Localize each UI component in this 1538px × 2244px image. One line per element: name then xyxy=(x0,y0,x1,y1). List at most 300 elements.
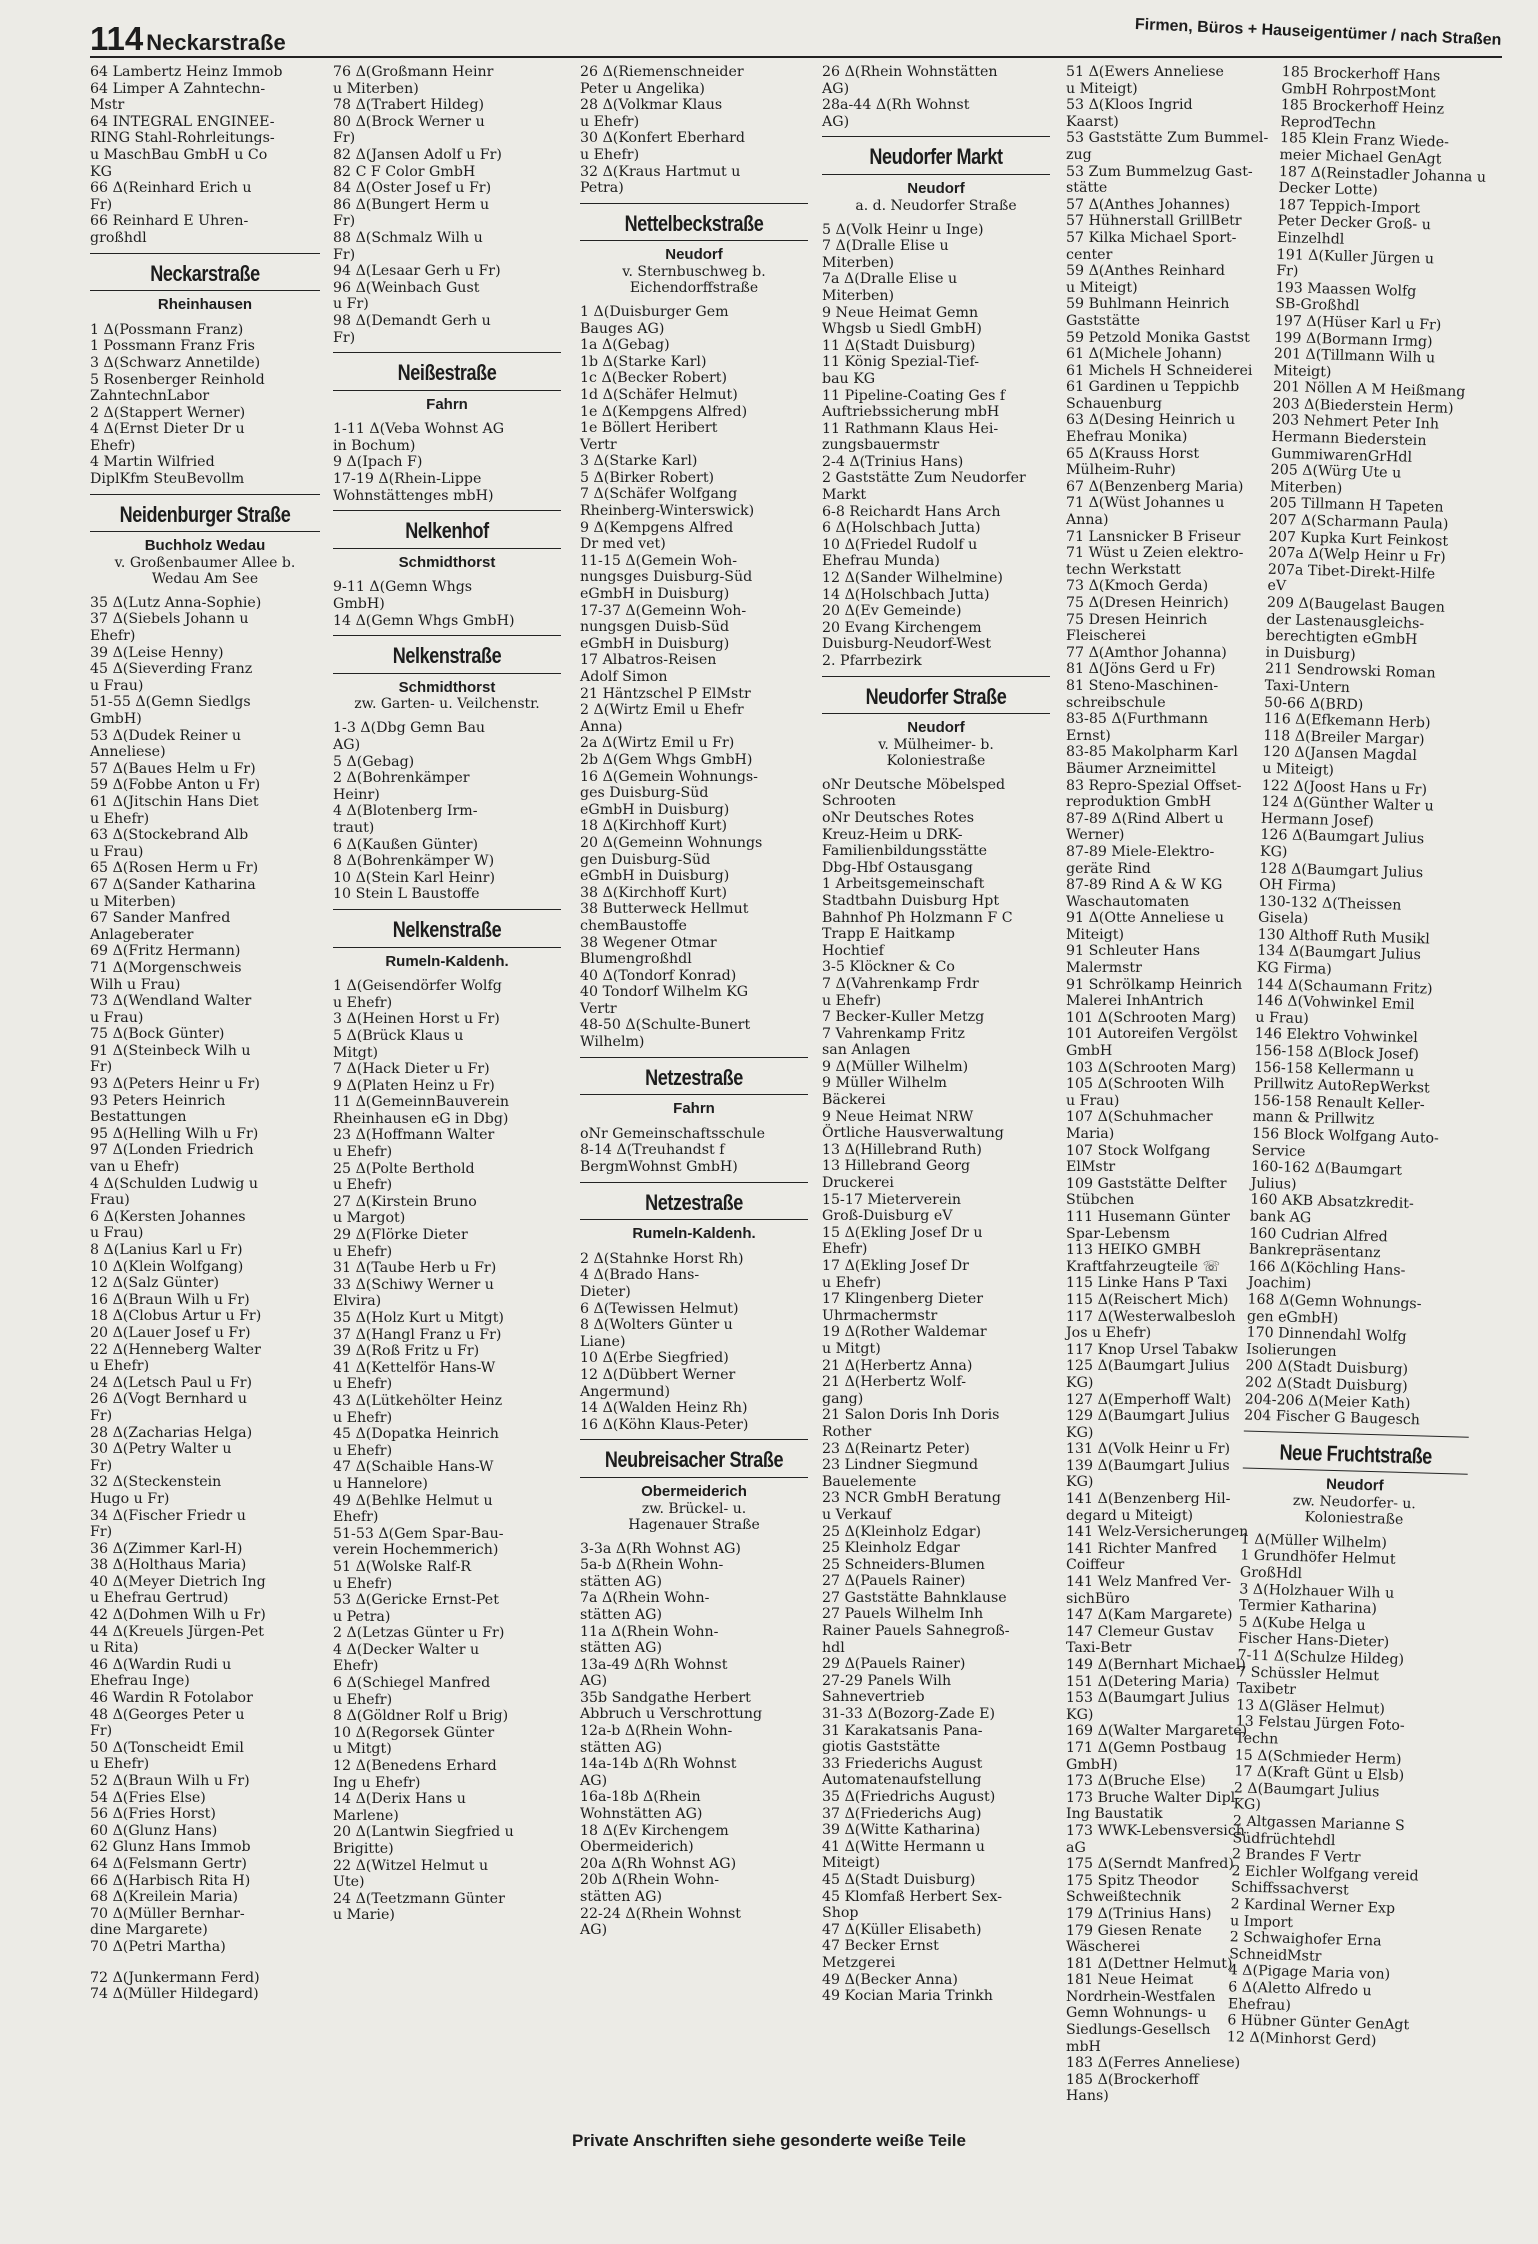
directory-entry: 17 Δ(Kraft Günt u Elsb) xyxy=(1234,1763,1405,1785)
directory-entry: 51-55 Δ(Gemn Siedlgs xyxy=(90,694,251,711)
directory-entry: 4 Δ(Decker Walter u xyxy=(333,1641,480,1658)
directory-entry: Fr) xyxy=(333,130,356,147)
directory-entry: Peter u Angelika) xyxy=(580,80,705,97)
directory-entry: 36 Δ(Zimmer Karl-H) xyxy=(90,1540,243,1557)
directory-entry: 175 Spitz Theodor xyxy=(1066,1872,1199,1889)
street-header xyxy=(580,1439,808,1532)
column-3 xyxy=(580,64,808,1939)
street-header xyxy=(333,635,561,712)
street-header xyxy=(580,1182,808,1243)
street-subrule xyxy=(90,290,320,291)
street-name: Nettelbeckstraße xyxy=(624,210,764,236)
street-rule xyxy=(822,136,1050,137)
directory-entry: san Anlagen xyxy=(822,1042,911,1059)
directory-entry: 49 Δ(Behlke Helmut u xyxy=(333,1492,493,1509)
directory-entry: Schiffssachverst xyxy=(1230,1879,1349,1899)
street-name: Nelkenhof xyxy=(405,518,489,544)
directory-entry: 27 Δ(Kirstein Bruno xyxy=(333,1193,477,1210)
directory-entry: 16 Δ(Gemein Wohnungs- xyxy=(580,768,758,785)
directory-entry: Südfrüchtehdl xyxy=(1232,1829,1336,1849)
directory-entry: 2 Δ(Baumgart Julius xyxy=(1233,1780,1380,1801)
directory-entry: 2 Altgassen Marianne S xyxy=(1232,1813,1405,1835)
directory-entry: Werner) xyxy=(1066,827,1125,844)
directory-entry: 24 Δ(Teetzmann Günter xyxy=(333,1890,505,1907)
directory-entry: 193 Maassen Wolfg xyxy=(1275,279,1417,300)
directory-entry: GummiwarenGrHdl xyxy=(1270,445,1413,466)
directory-entry: 13a-49 Δ(Rh Wohnst xyxy=(580,1656,728,1673)
directory-entry: Schrooten xyxy=(822,793,896,810)
directory-entry: 15 Δ(Ekling Josef Dr u xyxy=(822,1224,983,1241)
directory-entry: Miteigt) xyxy=(1273,362,1332,381)
district-name: Neudorf xyxy=(665,246,723,264)
directory-entry: 1c Δ(Becker Robert) xyxy=(580,370,728,387)
directory-entry: KG) xyxy=(1233,1796,1262,1814)
directory-entry: Stübchen xyxy=(1066,1192,1135,1209)
directory-entry: u Miteigt) xyxy=(1262,760,1335,779)
directory-entry: 48-50 Δ(Schulte-Bunert xyxy=(580,1017,751,1034)
directory-entry: 146 Elektro Vohwinkel xyxy=(1254,1026,1419,1047)
directory-entry: 87-89 Δ(Rind Albert u xyxy=(1066,810,1224,827)
directory-entry: 14 Δ(Gemn Whgs GmbH) xyxy=(333,612,515,629)
directory-entry: 44 Δ(Kreuels Jürgen-Pet xyxy=(90,1623,265,1640)
directory-entry: gen eGmbH) xyxy=(1246,1308,1339,1327)
directory-entry: 207a Tibet-Direkt-Hilfe xyxy=(1267,561,1436,583)
directory-entry: 185 Klein Franz Wiede- xyxy=(1279,130,1450,152)
directory-entry: 9 Müller Wilhelm xyxy=(822,1075,947,1092)
directory-entry: 202 Δ(Stadt Duisburg) xyxy=(1244,1374,1408,1395)
directory-entry: u Import xyxy=(1229,1912,1294,1931)
directory-entry: Peter Decker Groß- u xyxy=(1277,213,1432,234)
directory-entry: 175 Δ(Serndt Manfred) xyxy=(1066,1856,1234,1873)
directory-entry: Fr) xyxy=(90,1723,113,1740)
directory-entry: Elvira) xyxy=(333,1293,382,1310)
directory-entry: 181 Δ(Dettner Helmut) xyxy=(1066,1955,1233,1972)
directory-entry: u Marie) xyxy=(333,1907,395,1924)
directory-entry: 96 Δ(Weinbach Gust xyxy=(333,279,480,296)
directory-entry: 131 Δ(Volk Heinr u Fr) xyxy=(1066,1441,1231,1458)
directory-entry: Blumengroßhdl xyxy=(580,951,692,968)
directory-entry: zug xyxy=(1066,146,1092,163)
street-name: Netzestraße xyxy=(645,1189,743,1215)
street-rule xyxy=(580,1057,808,1058)
directory-entry: 61 Δ(Jitschin Hans Diet xyxy=(90,793,259,810)
directory-entry: 116 Δ(Efkemann Herb) xyxy=(1263,710,1431,732)
spacer xyxy=(90,1956,320,1970)
directory-entry: Fr) xyxy=(1275,263,1299,280)
directory-entry: 53 Δ(Kloos Ingrid xyxy=(1066,97,1193,114)
directory-entry: 113 HEIKO GMBH xyxy=(1066,1242,1201,1259)
street-rule xyxy=(333,510,561,511)
directory-entry: 29 Δ(Flörke Dieter xyxy=(333,1227,468,1244)
directory-entry: 11 Δ(Stadt Duisburg) xyxy=(822,337,976,354)
directory-entry: 141 Richter Manfred xyxy=(1066,1540,1217,1557)
directory-entry: 3 Δ(Holzhauer Wilh u xyxy=(1239,1581,1395,1602)
directory-entry: u Frau) xyxy=(90,677,144,694)
directory-entry: 25 Δ(Polte Berthold xyxy=(333,1160,475,1177)
directory-entry: 191 Δ(Kuller Jürgen u xyxy=(1276,246,1435,267)
street-range: v. Mülheimer- b. xyxy=(878,736,994,753)
directory-entry: 62 Glunz Hans Immob xyxy=(90,1839,251,1856)
directory-entry: 9 Δ(Platen Heinz u Fr) xyxy=(333,1077,495,1094)
directory-entry: Ing u Ehefr) xyxy=(333,1774,421,1791)
directory-entry: 124 Δ(Günther Walter u xyxy=(1261,793,1434,815)
directory-entry: 57 Δ(Baues Helm u Fr) xyxy=(90,760,256,777)
directory-entry: 179 Giesen Renate xyxy=(1066,1922,1202,1939)
directory-entry: traut) xyxy=(333,819,375,836)
directory-entry: Taxi-Betr xyxy=(1066,1640,1132,1657)
directory-entry: Wohnstätten AG) xyxy=(580,1806,703,1823)
directory-entry: u Frau) xyxy=(90,843,144,860)
directory-entry: Duisburg-Neudorf-West xyxy=(822,636,992,653)
directory-entry: 2 Δ(Wirtz Emil u Ehefr xyxy=(580,702,744,719)
directory-entry: 31-33 Δ(Bozorg-Zade E) xyxy=(822,1706,996,1723)
directory-entry: 11 Pipeline-Coating Ges f xyxy=(822,387,1006,404)
directory-entry: 18 Δ(Ev Kirchengem xyxy=(580,1822,729,1839)
directory-entry: 5 Rosenberger Reinhold xyxy=(90,371,265,388)
directory-entry: 33 Friederichs August xyxy=(822,1755,983,1772)
directory-entry: 75 Δ(Dresen Heinrich) xyxy=(1066,595,1229,611)
directory-entry: 204 Fischer G Baugesch xyxy=(1244,1407,1421,1429)
directory-entry: Dr med vet) xyxy=(580,536,666,553)
district-name: Rheinhausen xyxy=(157,296,253,314)
directory-entry: Familienbildungsstätte xyxy=(822,843,988,860)
directory-entry: 13 Felstau Jürgen Foto- xyxy=(1235,1713,1405,1735)
directory-entry: u Ehefr) xyxy=(822,1274,882,1291)
directory-entry: 7 Δ(Dralle Elise u xyxy=(822,238,949,255)
directory-entry: 30 Δ(Petry Walter u xyxy=(90,1441,232,1458)
directory-entry: reproduktion GmbH xyxy=(1066,794,1212,811)
directory-entry: bau KG xyxy=(822,370,876,387)
directory-entry: 27 Δ(Pauels Rainer) xyxy=(822,1573,966,1590)
directory-entry: 9 Δ(Ipach F) xyxy=(333,454,423,471)
directory-entry: 173 WWK-Lebensversich xyxy=(1066,1822,1245,1839)
directory-entry: 73 Δ(Wendland Walter xyxy=(90,993,252,1010)
directory-entry: 11a Δ(Rhein Wohn- xyxy=(580,1623,719,1640)
street-rule xyxy=(580,1439,808,1440)
directory-entry: 205 Tillmann H Tapeten xyxy=(1269,495,1444,517)
directory-entry: Isolierungen xyxy=(1245,1341,1337,1360)
directory-entry: 144 Δ(Schaumann Fritz) xyxy=(1256,976,1433,998)
directory-entry: 2 Gaststätte Zum Neudorfer xyxy=(822,470,1026,487)
directory-entry: 38 Butterweck Hellmut xyxy=(580,901,749,918)
page-number: 114 xyxy=(90,20,144,57)
directory-entry: u Ehefr) xyxy=(333,1409,393,1426)
street-range: Koloniestraße xyxy=(886,752,986,769)
directory-entry: 122 Δ(Joost Hans u Fr) xyxy=(1261,777,1428,798)
directory-entry: 7 Δ(Hack Dieter u Fr) xyxy=(333,1061,490,1078)
directory-entry: 139 Δ(Baumgart Julius xyxy=(1066,1457,1230,1474)
directory-entry: 10 Δ(Klein Wolfgang) xyxy=(90,1258,244,1275)
directory-entry: nungsges Duisburg-Süd xyxy=(580,569,753,586)
directory-entry: Joachim) xyxy=(1247,1274,1312,1293)
directory-entry: oNr Deutsches Rotes xyxy=(822,809,975,826)
directory-entry: in Duisburg) xyxy=(1265,644,1356,664)
street-name: Neudorfer Straße xyxy=(865,683,1007,709)
directory-entry: 1 Δ(Possmann Franz) xyxy=(90,321,244,338)
directory-entry: 2b Δ(Gem Whgs GmbH) xyxy=(580,751,753,768)
directory-entry: 1 Δ(Duisburger Gem xyxy=(580,303,729,320)
directory-entry: 1a Δ(Gebag) xyxy=(580,337,670,354)
directory-entry: u Petra) xyxy=(333,1608,391,1625)
directory-entry: 6-8 Reichardt Hans Arch xyxy=(822,503,1001,520)
directory-entry: 6 Δ(Kersten Johannes xyxy=(90,1208,246,1225)
directory-entry: 6 Δ(Aletto Alfredo u xyxy=(1228,1979,1372,2000)
directory-entry: 27 Pauels Wilhelm Inh xyxy=(822,1606,984,1623)
street-rule xyxy=(822,676,1050,677)
directory-entry: Anna) xyxy=(1066,512,1109,529)
directory-entry: Fr) xyxy=(333,213,356,230)
directory-entry: 153 Δ(Baumgart Julius xyxy=(1066,1690,1230,1707)
directory-entry: 6 Δ(Tewissen Helmut) xyxy=(580,1300,739,1317)
directory-entry: 65 Δ(Krauss Horst xyxy=(1066,445,1200,462)
directory-entry: 94 Δ(Lesaar Gerh u Fr) xyxy=(333,263,501,280)
directory-entry: 204-206 Δ(Meier Kath) xyxy=(1244,1390,1411,1412)
directory-entry: 2-4 Δ(Trinius Hans) xyxy=(822,453,964,470)
directory-entry: 71 Lansnicker B Friseur xyxy=(1066,528,1241,545)
street-name: Nelkenstraße xyxy=(392,916,502,942)
directory-entry: degard u Miteigt) xyxy=(1066,1507,1194,1524)
directory-entry: 20 Evang Kirchengem xyxy=(822,619,982,636)
directory-entry: 11 König Spezial-Tief- xyxy=(822,354,980,371)
directory-entry: 128 Δ(Baumgart Julius xyxy=(1259,860,1424,881)
directory-entry: 80 Δ(Brock Werner u xyxy=(333,113,485,130)
street-subrule xyxy=(333,548,561,549)
directory-entry: 118 Δ(Breiler Margar) xyxy=(1263,727,1425,748)
directory-entry: 173 Bruche Walter Dipl- xyxy=(1066,1789,1240,1806)
directory-entry: u Miteigt) xyxy=(1066,80,1138,97)
directory-entry: 91 Δ(Otte Anneliese u xyxy=(1066,910,1224,927)
directory-entry: 83-85 Makolpharm Karl xyxy=(1066,744,1238,761)
directory-entry: 51 Δ(Wolske Ralf-R xyxy=(333,1558,472,1575)
directory-entry: 56 Δ(Fries Horst) xyxy=(90,1806,216,1823)
directory-entry: Hochtief xyxy=(822,942,884,959)
directory-entry: 13 Hillebrand Georg xyxy=(822,1158,971,1175)
street-range: Koloniestraße xyxy=(1304,1509,1404,1528)
directory-entry: 1d Δ(Schäfer Helmut) xyxy=(580,386,738,403)
district-name: Fahrn xyxy=(673,1100,715,1118)
directory-entry: 37 Δ(Friederichs Aug) xyxy=(822,1805,982,1822)
street-range: Wedau Am See xyxy=(151,570,259,587)
directory-entry: Heinr) xyxy=(333,786,380,803)
district-name: Schmidthorst xyxy=(398,553,496,571)
directory-entry: 25 Δ(Kleinholz Edgar) xyxy=(822,1523,982,1540)
street-header xyxy=(90,494,320,587)
directory-entry: 40 Tondorf Wilhelm KG xyxy=(580,984,749,1001)
directory-entry: Druckerei xyxy=(822,1175,894,1192)
directory-entry: GroßHdl xyxy=(1239,1564,1303,1583)
directory-entry: 2 Δ(Bohrenkämper xyxy=(333,770,470,787)
directory-entry: 12a-b Δ(Rhein Wohn- xyxy=(580,1723,733,1740)
directory-entry: 59 Δ(Anthes Reinhard xyxy=(1066,263,1225,280)
street-range: zw. Brückel- u. xyxy=(641,1500,747,1517)
directory-entry: 10 Stein L Baustoffe xyxy=(333,886,480,903)
directory-entry: Hermann Biederstein xyxy=(1271,428,1427,450)
directory-entry: 2. Pfarrbezirk xyxy=(822,653,922,669)
directory-entry: 20 Δ(Ev Gemeinde) xyxy=(822,603,962,620)
directory-entry: 147 Δ(Kam Margarete) xyxy=(1066,1607,1233,1624)
directory-entry: Rainer Pauels Sahnegroß- xyxy=(822,1623,1010,1640)
directory-entry: 9 Neue Heimat Gemn xyxy=(822,304,979,321)
directory-entry: 16 Δ(Köhn Klaus-Peter) xyxy=(580,1416,749,1433)
directory-entry: Wilh u Frau) xyxy=(90,976,181,993)
directory-entry: 61 Michels H Schneiderei xyxy=(1066,362,1253,379)
directory-entry: 8 Δ(Lanius Karl u Fr) xyxy=(90,1242,243,1258)
directory-entry: 66 Reinhard E Uhren- xyxy=(90,213,249,230)
street-subrule xyxy=(580,1094,808,1095)
directory-entry: 49 Δ(Becker Anna) xyxy=(822,1971,958,1988)
directory-entry: Stadtbahn Duisburg Hpt xyxy=(822,892,1000,909)
directory-entry: AG) xyxy=(333,737,361,753)
directory-entry: Miteigt) xyxy=(822,1855,881,1872)
directory-entry: 32 Δ(Kraus Hartmut u xyxy=(580,163,741,180)
directory-entry: 26 Δ(Rhein Wohnstätten xyxy=(822,64,998,80)
directory-entry: 4 Δ(Brado Hans- xyxy=(580,1267,700,1284)
column-4 xyxy=(822,64,1050,2005)
directory-entry: 205 Δ(Würg Ute u xyxy=(1270,462,1402,482)
directory-entry: GmbH RohrpostMont xyxy=(1281,80,1436,101)
directory-entry: 47 Δ(Küller Elisabeth) xyxy=(822,1921,982,1938)
directory-entry: 107 Δ(Schuhmacher xyxy=(1066,1109,1213,1126)
directory-entry: u Miterben) xyxy=(333,80,419,97)
directory-entry: Angermund) xyxy=(580,1383,670,1400)
directory-entry: u Ehefr) xyxy=(90,810,150,827)
street-subrule xyxy=(822,713,1050,714)
directory-entry: eV xyxy=(1267,578,1287,595)
directory-entry: 2 Brandes F Vertr xyxy=(1231,1846,1361,1867)
district-name: Neudorf xyxy=(907,179,965,197)
directory-entry: 63 Δ(Desing Heinrich u xyxy=(1066,412,1236,429)
street-header xyxy=(90,253,320,314)
directory-entry: 207a Δ(Welp Heinr u Fr) xyxy=(1268,545,1446,566)
directory-entry: u Hannelore) xyxy=(333,1475,428,1492)
directory-entry: Einzelhdl xyxy=(1276,229,1345,248)
directory-entry: 40 Δ(Meyer Dietrich Ing xyxy=(90,1573,266,1590)
directory-entry: 126 Δ(Baumgart Julius xyxy=(1260,827,1425,848)
directory-entry: 57 Hühnerstall GrillBetr xyxy=(1066,213,1242,230)
directory-entry: 125 Δ(Baumgart Julius xyxy=(1066,1358,1230,1375)
directory-entry: 14 Δ(Derix Hans u xyxy=(333,1791,466,1808)
directory-entry: 13 Δ(Gläser Helmut) xyxy=(1235,1697,1386,1718)
directory-entry: 3 Δ(Heinen Horst u Fr) xyxy=(333,1011,500,1028)
column-1 xyxy=(90,64,320,2003)
directory-entry: 101 Autoreifen Vergölst xyxy=(1066,1026,1238,1043)
directory-entry: ElMstr xyxy=(1066,1159,1116,1176)
street-range: Eichendorffstraße xyxy=(629,279,759,296)
directory-entry: KG xyxy=(90,163,112,180)
directory-entry: Petra) xyxy=(580,180,624,197)
directory-entry: Markt xyxy=(822,487,867,504)
directory-entry: 53 Gaststätte Zum Bummel- xyxy=(1066,130,1269,147)
directory-entry: 51-53 Δ(Gem Spar-Bau- xyxy=(333,1525,504,1542)
directory-entry: Decker Lotte) xyxy=(1278,180,1379,199)
directory-entry: Julius) xyxy=(1250,1175,1297,1193)
street-name: Nelkenstraße xyxy=(392,643,502,669)
directory-entry: u Frau) xyxy=(90,1225,144,1242)
directory-entry: eGmbH in Duisburg) xyxy=(580,801,730,818)
directory-entry: Ehefr) xyxy=(90,628,136,645)
directory-entry: Örtliche Hausverwaltung xyxy=(822,1125,1004,1142)
directory-entry: 203 Nehmert Peter Inh xyxy=(1271,412,1440,433)
directory-entry: 10 Δ(Stein Karl Heinr) xyxy=(333,869,495,886)
street-header xyxy=(1241,1430,1469,1529)
column-2 xyxy=(333,64,561,1924)
directory-entry: schreibschule xyxy=(1066,694,1166,711)
directory-entry: 53 Zum Bummelzug Gast- xyxy=(1066,163,1253,180)
directory-entry: AG) xyxy=(580,1922,608,1939)
directory-entry: 2 Schwaighofer Erna xyxy=(1229,1929,1382,1950)
directory-entry: AG) xyxy=(580,1772,608,1789)
directory-entry: 1-3 Δ(Dbg Gemn Bau xyxy=(333,720,486,737)
directory-entry: 64 Lambertz Heinz Immob xyxy=(90,64,283,80)
directory-entry: 8 Δ(Göldner Rolf u Brig) xyxy=(333,1708,509,1725)
header-rule xyxy=(90,56,1502,58)
directory-entry: 59 Petzold Monika Gastst xyxy=(1066,329,1250,346)
directory-entry: 70 Δ(Müller Bernhar- xyxy=(90,1905,245,1922)
directory-entry: 74 Δ(Müller Hildegard) xyxy=(90,1986,259,2003)
directory-entry: 52 Δ(Braun Wilh u Fr) xyxy=(90,1773,250,1789)
directory-entry: 2 Δ(Stappert Werner) xyxy=(90,404,246,421)
directory-entry: 86 Δ(Bungert Herm u xyxy=(333,196,490,213)
directory-entry: 130-132 Δ(Theissen xyxy=(1258,893,1402,914)
directory-entry: 41 Δ(Kettelför Hans-W xyxy=(333,1359,496,1376)
directory-entry: KG) xyxy=(1066,1424,1094,1441)
directory-entry: 7 Schüssler Helmut xyxy=(1236,1664,1380,1684)
directory-entry: 117 Knop Ursel Tabakw xyxy=(1066,1341,1239,1358)
directory-entry: 3 Δ(Schwarz Annetilde) xyxy=(90,354,261,371)
directory-entry: Bankrepräsentanz xyxy=(1248,1241,1381,1262)
directory-entry: 134 Δ(Baumgart Julius xyxy=(1256,943,1422,964)
directory-entry: 21 Δ(Herbertz Anna) xyxy=(822,1357,973,1374)
street-name: Neue Fruchtstraße xyxy=(1279,1439,1433,1469)
directory-entry: u Frau) xyxy=(90,1009,144,1026)
directory-entry: in Bochum) xyxy=(333,437,416,454)
directory-entry: 169 Δ(Walter Margarete) xyxy=(1066,1723,1248,1740)
directory-entry: van u Ehefr) xyxy=(90,1159,180,1176)
directory-entry: Fleischerei xyxy=(1066,628,1146,645)
directory-entry: Miterben) xyxy=(1269,478,1343,497)
directory-entry: Wilhelm) xyxy=(580,1034,645,1051)
directory-entry: u Ehefrau Gertrud) xyxy=(90,1590,229,1607)
directory-entry: 27-29 Panels Wilh xyxy=(822,1672,952,1689)
directory-entry: u Ehefr) xyxy=(333,994,393,1011)
district-name: Schmidthorst xyxy=(398,678,496,696)
directory-entry: u Margot) xyxy=(333,1210,406,1227)
street-header xyxy=(580,1057,808,1118)
directory-entry: Fischer Hans-Dieter) xyxy=(1237,1630,1390,1652)
directory-entry: Malermstr xyxy=(1066,960,1142,977)
directory-entry: u Ehefr) xyxy=(822,992,882,1009)
directory-entry: geräte Rind xyxy=(1066,860,1151,877)
directory-entry: 50-66 Δ(BRD) xyxy=(1263,694,1364,714)
directory-entry: 111 Husemann Günter xyxy=(1066,1208,1230,1225)
directory-entry: 48 Δ(Georges Peter u xyxy=(90,1706,245,1723)
directory-entry: 9 Neue Heimat NRW xyxy=(822,1108,974,1125)
directory-entry: Fr) xyxy=(90,1457,113,1474)
directory-entry: 42 Δ(Dohmen Wilh u Fr) xyxy=(90,1607,266,1624)
directory-entry: Bestattungen xyxy=(90,1109,187,1126)
directory-entry: Miteigt) xyxy=(1066,926,1125,943)
directory-entry: Hans) xyxy=(1066,2088,1109,2105)
street-header xyxy=(333,909,561,970)
directory-entry: gen Duisburg-Süd xyxy=(580,851,711,868)
directory-entry: techn Werkstatt xyxy=(1066,561,1181,578)
directory-entry: 18 Δ(Kirchhoff Kurt) xyxy=(580,818,728,835)
directory-entry: 201 Δ(Tillmann Wilh u xyxy=(1273,345,1436,367)
directory-entry: BergmWohnst GmbH) xyxy=(580,1159,738,1176)
directory-entry: 12 Δ(Salz Günter) xyxy=(90,1275,220,1292)
directory-entry: Uhrmachermstr xyxy=(822,1307,938,1324)
directory-entry: 185 Brockerhoff Heinz xyxy=(1280,97,1445,118)
